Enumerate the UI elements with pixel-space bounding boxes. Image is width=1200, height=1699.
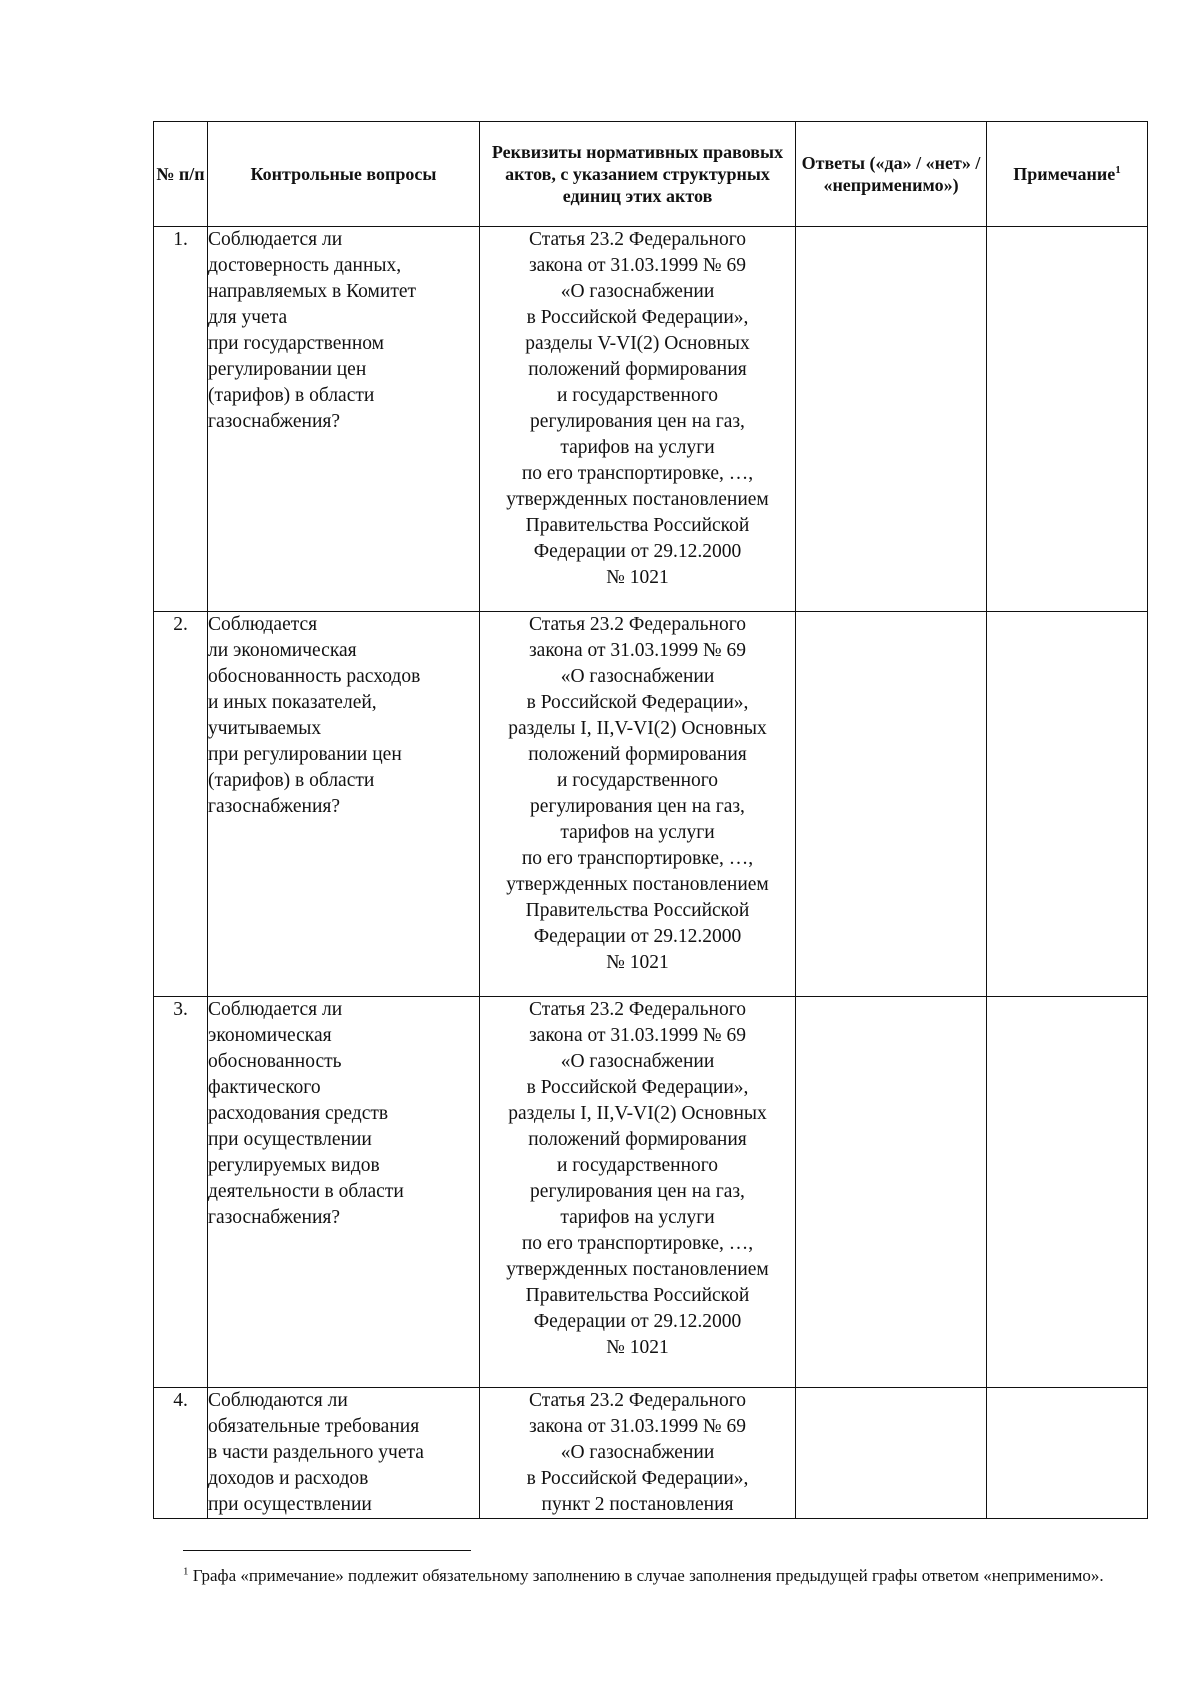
table-row (154, 227, 1148, 612)
header-references: Реквизиты нормативных правовых актов, с указанием структурных единиц этих актов (480, 122, 796, 227)
row-number: 4. (154, 1388, 208, 1519)
row-reference: Статья 23.2 Федерального закона от 31.03.1999 № 69 «О газоснабжении в Российской Федерации», разделы I, II,V-VI(2) Основных положений формирования и государственного регулирования цен на газ, тарифов на услуги по его транспортировке, …, утвержденных постановлением Правительства Российской Федерации от 29.12.2000 № 1021 (480, 612, 796, 997)
row-question: Соблюдается ли экономическая обоснованность фактического расходования средств при осуществлении регулируемых видов деятельности в области газоснабжения? (208, 997, 480, 1388)
header-note-label: Примечание (1013, 164, 1116, 184)
footnote-divider (183, 1550, 471, 1551)
row-number: 3. (154, 997, 208, 1388)
row-answer-cell[interactable] (796, 1388, 987, 1519)
row-note-cell[interactable] (987, 1388, 1148, 1519)
row-question: Соблюдается ли экономическая обоснованность расходов и иных показателей, учитываемых при регулировании цен (тарифов) в области газоснабжения? (208, 612, 480, 997)
row-reference: Статья 23.2 Федерального закона от 31.03.1999 № 69 «О газоснабжении в Российской Федерации», разделы V-VI(2) Основных положений формирования и государственного регулирования цен на газ, тарифов на услуги по его транспортировке, …, утвержденных постановлением Правительства Российской Федерации от 29.12.2000 № 1021 (480, 227, 796, 612)
table-row (154, 997, 1148, 1388)
header-answers: Ответы («да» / «нет» / «неприменимо») (796, 122, 987, 227)
row-answer-cell[interactable] (796, 612, 987, 997)
header-note-footnote-marker: 1 (1115, 164, 1121, 176)
footnote-text: Графа «примечание» подлежит обязательному заполнению в случае заполнения предыдущей графы ответом «неприменимо». (188, 1566, 1104, 1585)
footnote (183, 1563, 1143, 1588)
row-note-cell[interactable] (987, 227, 1148, 612)
control-questions-table (153, 121, 1148, 1519)
row-number: 2. (154, 612, 208, 997)
header-questions: Контрольные вопросы (208, 122, 480, 227)
row-number: 1. (154, 227, 208, 612)
header-number: № п/п (154, 122, 208, 227)
row-reference: Статья 23.2 Федерального закона от 31.03.1999 № 69 «О газоснабжении в Российской Федерации», разделы I, II,V-VI(2) Основных положений формирования и государственного регулирования цен на газ, тарифов на услуги по его транспортировке, …, утвержденных постановлением Правительства Российской Федерации от 29.12.2000 № 1021 (480, 997, 796, 1388)
row-reference: Статья 23.2 Федерального закона от 31.03.1999 № 69 «О газоснабжении в Российской Федерации», пункт 2 постановления (480, 1388, 796, 1519)
row-note-cell[interactable] (987, 612, 1148, 997)
row-answer-cell[interactable] (796, 227, 987, 612)
row-answer-cell[interactable] (796, 997, 987, 1388)
row-question: Соблюдается ли достоверность данных, направляемых в Комитет для учета при государственном регулировании цен (тарифов) в области газоснабжения? (208, 227, 480, 612)
footnote-marker: 1 (183, 1565, 189, 1578)
table-row (154, 1388, 1148, 1519)
table-row (154, 612, 1148, 997)
header-note (987, 122, 1148, 227)
row-question: Соблюдаются ли обязательные требования в части раздельного учета доходов и расходов при осуществлении (208, 1388, 480, 1519)
row-note-cell[interactable] (987, 997, 1148, 1388)
table-header-row (154, 122, 1148, 227)
